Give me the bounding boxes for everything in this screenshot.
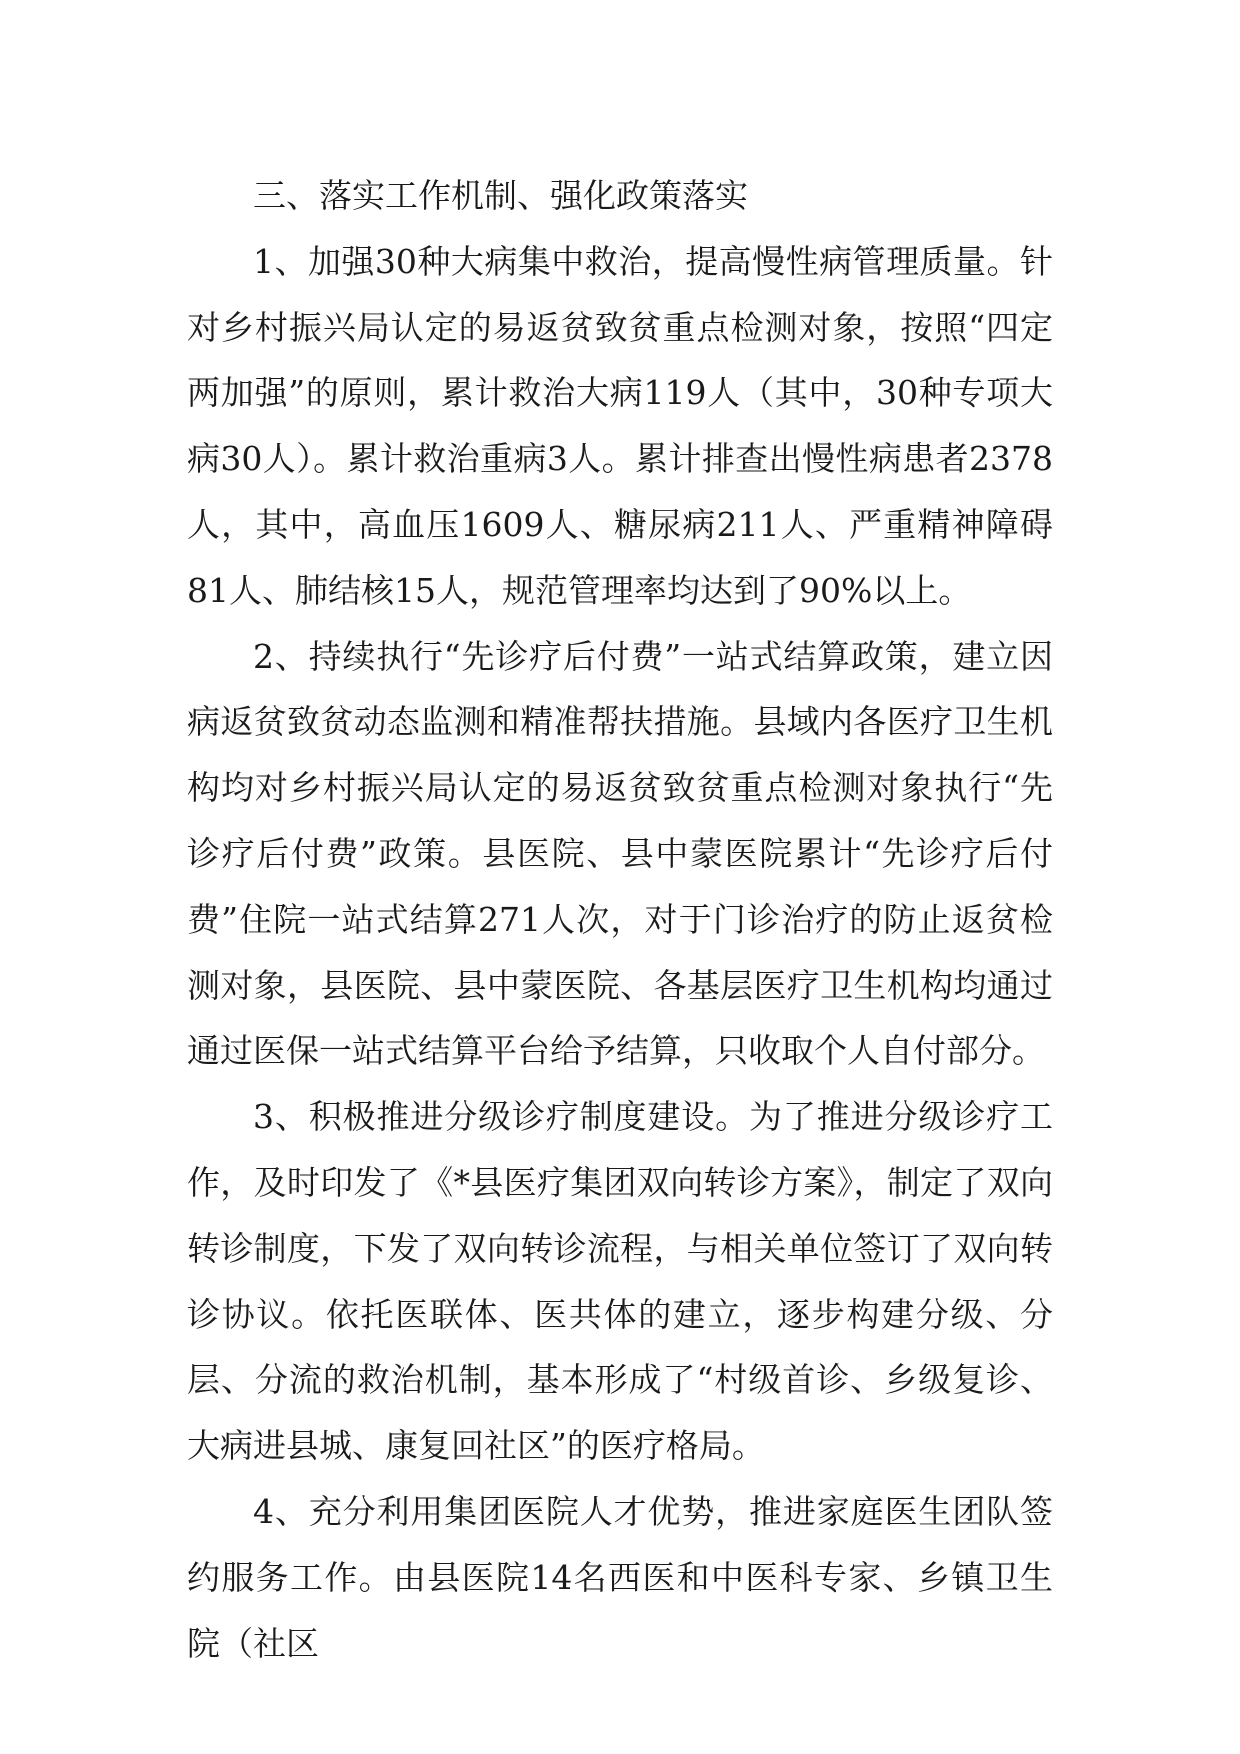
section-heading: 三、落实工作机制、强化政策落实 bbox=[253, 176, 748, 215]
paragraph-2: 2、持续执行“先诊疗后付费”一站式结算政策，建立因病返贫致贫动态监测和精准帮扶措施。县域内各医疗卫生机构均对乡村振兴局认定的易返贫致贫重点检测对象执行“先诊疗后付费”政策。县医院、县中蒙医院累计“先诊疗后付费”住院一站式结算271人次，对于门诊治疗的防止返贫检测对象，县医院、县中蒙医院、各基层医疗卫生机构均通过通过医保一站式结算平台给予结算，只收取个人自付部分。 bbox=[187, 636, 1053, 1071]
paragraph-1: 1、加强30种大病集中救治，提高慢性病管理质量。针对乡村振兴局认定的易返贫致贫重点检测对象，按照“四定两加强”的原则，累计救治大病119人（其中，30种专项大病30人）。累计救治重病3人。累计排查出慢性病患者2378人，其中，高血压1609人、糖尿病211人、严重精神障碍81人、肺结核15人，规范管理率均达到了90%以上。 bbox=[187, 241, 1053, 610]
document-body bbox=[187, 163, 1053, 1676]
paragraph-4: 4、充分利用集团医院人才优势，推进家庭医生团队签约服务工作。由县医院14名西医和中医科专家、乡镇卫生院（社区 bbox=[187, 1491, 1053, 1663]
paragraph-3: 3、积极推进分级诊疗制度建设。为了推进分级诊疗工作，及时印发了《*县医疗集团双向转诊方案》，制定了双向转诊制度，下发了双向转诊流程，与相关单位签订了双向转诊协议。依托医联体、医共体的建立，逐步构建分级、分层、分流的救治机制，基本形成了“村级首诊、乡级复诊、大病进县城、康复回社区”的医疗格局。 bbox=[187, 1097, 1053, 1466]
